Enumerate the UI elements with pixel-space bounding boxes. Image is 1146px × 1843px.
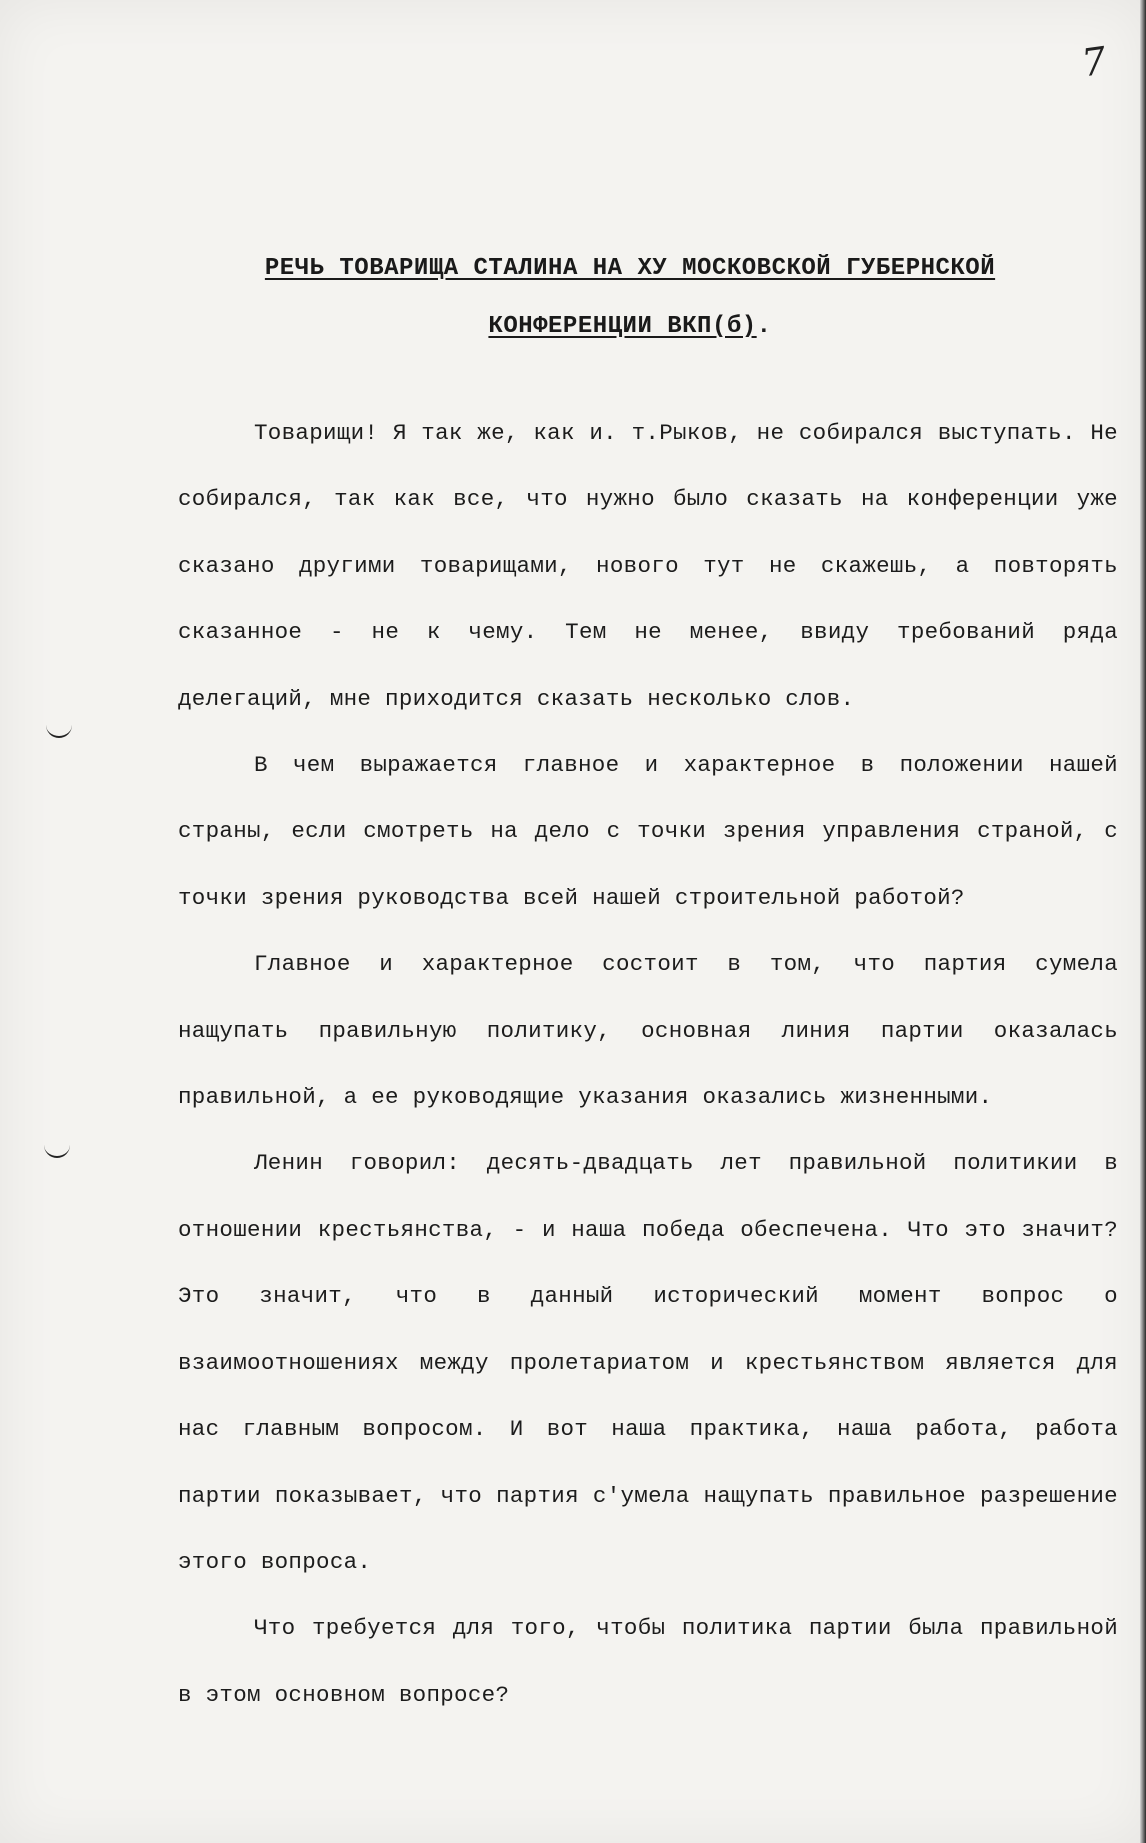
paragraph: Что требуется для того, чтобы политика партии была правильной в этом основном вопросе?	[178, 1615, 1118, 1708]
speech-body	[178, 400, 1118, 1728]
paragraph: В чем выражается главное и характерное в положении нашей страны, если смотреть на дело с точки зрения управления страной, с точки зрения руководства всей нашей строительной работой?	[178, 752, 1118, 911]
paragraph: Ленин говорил: десять-двадцать лет правильной политикии в отношении крестьянства, - и наша победа обеспечена. Что это значит? Это значит, что в данный исторический момент вопрос о взаимоотношениях между пролетариатом и крестьянством является для нас главным вопросом. И вот наша практика, наша работа, работа партии показывает, что партия с'умела нащупать правильное разрешение этого вопроса.	[178, 1150, 1118, 1575]
page-number: 7	[1079, 38, 1110, 86]
paragraph: Товарищи! Я так же, как и. т.Рыков, не собирался выступать. Не собирался, так как все, что нужно было сказать на конференции уже сказано другими товарищами, нового тут не скажешь, а повторять сказанное - не к чему. Тем не менее, ввиду требований ряда делегаций, мне приходится сказать несколько слов.	[178, 420, 1118, 712]
punch-hole-mark	[44, 1142, 70, 1158]
title-line-2: КОНФЕРЕНЦИИ ВКП(б)	[488, 313, 757, 340]
punch-hole-mark	[46, 722, 72, 738]
document-title	[200, 240, 1060, 356]
title-line-1: РЕЧЬ ТОВАРИЩА СТАЛИНА НА ХУ МОСКОВСКОЙ ГУБЕРНСКОЙ	[264, 255, 996, 282]
paragraph: Главное и характерное состоит в том, что партия сумела нащупать правильную политику, основная линия партии оказалась правильной, а ее руководящие указания оказались жизненными.	[178, 951, 1118, 1111]
title-period: .	[756, 313, 772, 340]
page-edge-shadow	[1140, 0, 1146, 1843]
